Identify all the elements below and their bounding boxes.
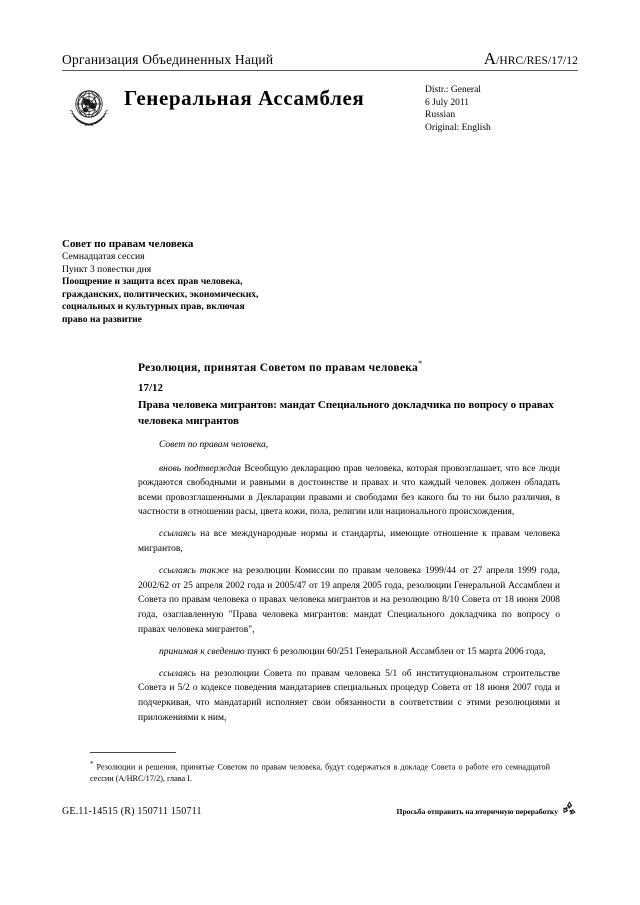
agenda-title xyxy=(62,276,492,326)
agenda-title-line: социальных и культурных прав, включая xyxy=(62,301,245,313)
organization-name: Организация Объединенных Наций xyxy=(62,52,274,67)
resolution-adopted-text: Резолюция, принятая Советом по правам человека xyxy=(138,361,419,374)
assembly-title: Генеральная Ассамблея xyxy=(124,86,365,110)
paragraph-text: на все международные нормы и стандарты, имеющие отношение к правам человека мигрантов, xyxy=(138,529,560,555)
paragraph-text: Всеобщую декларацию прав человека, которая провозглашает, что все люди рождаются свободными и равными в достоинстве и правах и что каждый человек должен обладать всеми провозглашенными в Декларации правами и свободами без какого бы то ни было различия, в частности в отношении расы, цвета кожи, пола, религии или национального происхождения, xyxy=(138,463,560,518)
footnote-marker: * xyxy=(90,760,94,768)
distribution-date: 6 July 2011 xyxy=(425,97,469,108)
paragraph-lead-italic: ссылаясь xyxy=(159,668,196,679)
footnote-separator xyxy=(90,752,176,753)
body-paragraph xyxy=(138,462,560,520)
body-paragraph xyxy=(138,667,560,725)
job-number: GE.11-14515 (R) 150711 150711 xyxy=(62,805,202,817)
document-symbol-rest: /HRC/RES/17/12 xyxy=(496,55,578,67)
document-symbol xyxy=(484,50,578,67)
masthead-divider xyxy=(62,70,578,71)
recycle-notice xyxy=(397,800,578,822)
masthead-row xyxy=(62,50,578,68)
document-symbol-prefix: A xyxy=(483,49,497,68)
resolution-title: Права человека мигрантов: мандат Специального докладчика по вопросу о правах человека мигрантов xyxy=(138,399,554,427)
agenda-title-line: Поощрение и защита всех прав человека, xyxy=(62,276,243,288)
agenda-title-line: гражданских, политических, экономических, xyxy=(62,288,259,300)
agenda-title-line: право на развитие xyxy=(62,313,142,325)
recycling-icon xyxy=(561,800,578,822)
recycle-text: Просьба отправить на вторичную переработку xyxy=(396,806,558,816)
resolution-adopted-heading xyxy=(138,359,422,374)
paragraph-lead-italic: принимая к сведению xyxy=(159,646,245,657)
masthead xyxy=(62,50,578,68)
paragraph-lead-italic: вновь подтверждая xyxy=(159,463,242,474)
council-block xyxy=(62,237,492,327)
distribution-block xyxy=(425,84,491,134)
page-footer xyxy=(62,800,578,822)
body-paragraph xyxy=(138,527,560,556)
resolution-body xyxy=(138,438,560,733)
footnote xyxy=(90,759,550,785)
body-addressee: Совет по правам человека, xyxy=(159,440,269,450)
council-name: Совет по правам человека xyxy=(62,238,194,250)
body-paragraph xyxy=(138,645,560,660)
paragraph-text: пункт 6 резолюции 60/251 Генеральной Ассамблеи от 15 марта 2006 года, xyxy=(244,646,546,657)
distribution-original: Original: English xyxy=(425,122,491,133)
paragraph-lead-italic: ссылаясь также xyxy=(159,566,229,577)
paragraph-text: на резолюции Комиссии по правам человека 1999/44 от 27 апреля 1999 года, 2002/62 от 25 апреля 2002 года и 2005/47 от 19 апреля 2005 года, резолюции Генеральной Ассамблеи и Совета по правам человека о правах человека мигрантов и на резолюцию 8/10 Совета от 18 июня 2008 года, озаглавленную "Права человека мигрантов: мандат Специального докладчика по вопросу о правах человека мигрантов", xyxy=(138,566,560,635)
council-session: Семнадцатая сессия xyxy=(62,251,145,262)
paragraph-lead-italic: ссылаясь xyxy=(159,529,196,540)
resolution-number: 17/12 xyxy=(138,382,164,394)
distribution-distr: Distr.: General xyxy=(425,85,481,95)
body-paragraph xyxy=(138,564,560,637)
footnote-text: Резолюции и решения, принятые Советом по правам человека, будут содержаться в докладе Совета о работе его семнадцатой сессии (A/HRC/17/2), глава I. xyxy=(90,762,550,784)
un-emblem-icon xyxy=(62,81,116,131)
agenda-item: Пункт 3 повестки дня xyxy=(62,263,152,275)
title-band xyxy=(62,78,578,140)
footnote-reference-marker: * xyxy=(418,359,423,368)
paragraph-text: на резолюции Совета по правам человека 5/1 об институциональном строительстве Совета и 5/2 о кодексе поведения мандатариев специальных процедур Совета от 18 июня 2007 года и подчеркивая, что мандатарий исполняет свои обязанности в соответствии с этими резолюциями и приложениями к ним, xyxy=(138,668,560,723)
distribution-language: Russian xyxy=(425,110,456,121)
